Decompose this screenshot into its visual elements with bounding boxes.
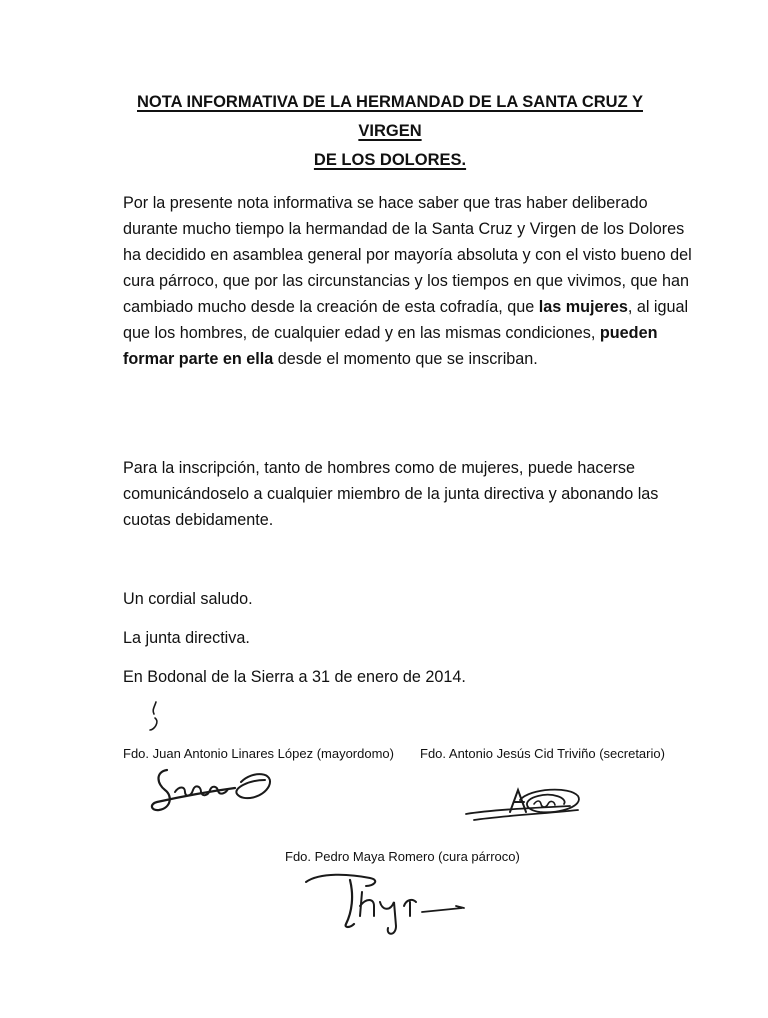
paragraph-announcement [123,190,703,372]
closing-greeting: Un cordial saludo. [123,590,253,608]
paragraph1-part1: Por la presente nota informativa se hace saber que tras haber deliberado durante mucho tiempo la hermandad de la Santa Cruz y Virgen de los Dolores ha decidido en asamblea general por mayoría absoluta y con el visto bueno del cura párroco, que por las circunstancias y los tiempos en que vivimos, que han cambiado mucho desde la creación de esta cofradía, que [123,194,692,316]
date-place-line: En Bodonal de la Sierra a 31 de enero de 2014. [123,668,466,686]
title-line-2: DE LOS DOLORES. [313,151,467,169]
signature-secretario [460,770,590,830]
signatory-parroco: Fdo. Pedro Maya Romero (cura párroco) [285,849,520,864]
signature-mayordomo [145,762,295,822]
paragraph-registration: Para la inscripción, tanto de hombres como de mujeres, puede hacerse comunicándoselo a cualquier miembro de la junta directiva y abonando las cuotas debidamente. [123,459,659,529]
pen-mark [140,700,170,734]
title-line-1: NOTA INFORMATIVA DE LA HERMANDAD DE LA SANTA CRUZ Y VIRGEN [137,93,643,140]
signatory-secretario: Fdo. Antonio Jesús Cid Triviño (secretario) [420,746,665,761]
signatory-mayordomo: Fdo. Juan Antonio Linares López (mayordomo) [123,746,394,761]
paragraph1-part2: , al igual que los hombres, de cualquier edad y en las mismas condiciones, [123,298,689,342]
signature-parroco [300,866,470,946]
paragraph1-part3: desde el momento que se inscriban. [273,350,538,368]
paragraph1-bold-women: las mujeres [538,298,628,316]
document-title [110,88,670,175]
paragraph1-bold-membership: pueden formar parte en ella [123,324,658,368]
board-signoff: La junta directiva. [123,629,250,647]
